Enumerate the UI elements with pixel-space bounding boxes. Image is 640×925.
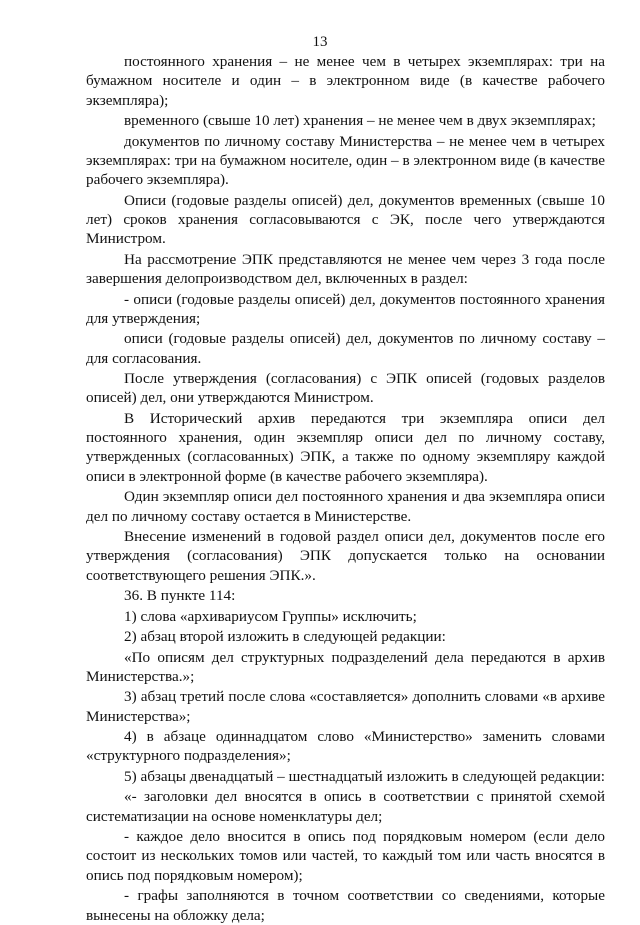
paragraph: - каждое дело вносится в опись под порядковым номером (если дело состоит из нескольких томов или частей, то каждый том или часть вносятся в опись под порядковым номером);	[86, 828, 605, 884]
paragraph: - графы заполняются в точном соответствии со сведениями, которые вынесены на обложку дела;	[86, 887, 605, 924]
paragraph: документов по личному составу Министерства – не менее чем в четырех экземплярах: три на бумажном носителе, один – в электронном виде (в качестве рабочего экземпляра).	[86, 132, 605, 189]
page-number: 13	[312, 34, 328, 50]
paragraph: 2) абзац второй изложить в следующей редакции:	[124, 628, 446, 646]
paragraph: 5) абзацы двенадцатый – шестнадцатый изложить в следующей редакции:	[124, 767, 605, 785]
paragraph: 36. В пункте 114:	[124, 587, 236, 605]
paragraph: После утверждения (согласования) с ЭПК описей (годовых разделов описей) дел, они утверждаются Министром.	[86, 370, 605, 407]
paragraph: Описи (годовые разделы описей) дел, документов временных (свыше 10 лет) сроков хранения согласовываются с ЭК, после чего утверждаются Министром.	[86, 191, 605, 248]
paragraph: - описи (годовые разделы описей) дел, документов постоянного хранения для утверждения;	[86, 290, 605, 327]
paragraph: 3) абзац третий после слова «составляется» дополнить словами «в архиве Министерства»;	[86, 688, 605, 725]
paragraph: На рассмотрение ЭПК представляются не менее чем через 3 года после завершения делопроизводством дел, включенных в раздел:	[86, 250, 605, 288]
paragraph: «- заголовки дел вносятся в опись в соответствии с принятой схемой систематизации на основе номенклатуры дел;	[86, 788, 605, 825]
paragraph: 1) слова «архивариусом Группы» исключить;	[124, 607, 417, 625]
document-body	[86, 52, 605, 925]
paragraph: 4) в абзаце одиннадцатом слово «Министерство» заменить словами «структурного подразделения»;	[86, 728, 605, 765]
paragraph: В Исторический архив передаются три экземпляра описи дел постоянного хранения, один экземпляр описи дел по личному составу, утвержденных (согласованных) ЭПК, а также по одному экземпляру каждой описи в электронной форме (в качестве рабочего экземпляра).	[86, 409, 605, 485]
paragraph: Один экземпляр описи дел постоянного хранения и два экземпляра описи дел по личному составу остается в Министерстве.	[86, 488, 605, 525]
paragraph: описи (годовые разделы описей) дел, документов по личному составу – для согласования.	[86, 330, 605, 367]
paragraph: «По описям дел структурных подразделений дела передаются в архив Министерства.»;	[86, 648, 605, 685]
paragraph: Внесение изменений в годовой раздел описи дел, документов после его утверждения (согласования) ЭПК допускается только на основании соответствующего решения ЭПК.».	[86, 528, 605, 584]
paragraph: постоянного хранения – не менее чем в четырех экземплярах: три на бумажном носителе и один – в электронном виде (в качестве рабочего экземпляра);	[86, 53, 605, 109]
paragraph: временного (свыше 10 лет) хранения – не менее чем в двух экземплярах;	[124, 112, 596, 130]
